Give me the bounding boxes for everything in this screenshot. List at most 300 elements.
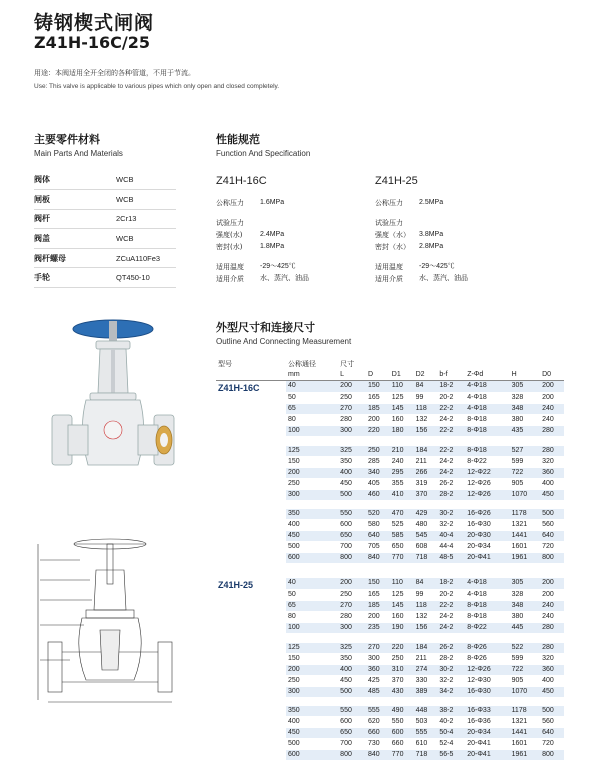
- table-cell: 348: [510, 601, 541, 612]
- table-cell: 200: [540, 578, 564, 590]
- table-cell: 445: [510, 623, 541, 634]
- model-cell-empty: [216, 717, 286, 728]
- table-cell: 38-2: [437, 706, 465, 717]
- table-cell: 400: [286, 717, 338, 728]
- table-cell: 80: [286, 415, 338, 426]
- table-cell: 240: [540, 601, 564, 612]
- table-row: [216, 542, 564, 553]
- table-cell: 156: [414, 426, 438, 437]
- table-cell: 448: [414, 706, 438, 717]
- dimensions-title-cn: 外型尺寸和连接尺寸: [216, 321, 315, 334]
- table-cell: 500: [540, 706, 564, 717]
- spec-label: 公称压力: [216, 199, 244, 207]
- table-cell: 20-Φ30: [465, 531, 509, 542]
- table-cell: 18-2: [437, 578, 465, 590]
- table-cell: 319: [414, 478, 438, 489]
- group-model: Z41H-16C: [218, 382, 260, 393]
- part-material: QT450-10: [116, 268, 176, 288]
- table-cell: 65: [286, 404, 338, 415]
- table-cell: 28-2: [437, 489, 465, 500]
- spec-label: 适用介质: [216, 275, 244, 283]
- table-cell: 40-2: [437, 717, 465, 728]
- part-material: WCB: [116, 190, 176, 210]
- table-cell: 650: [338, 531, 366, 542]
- table-cell: 380: [510, 612, 541, 623]
- col-mm: mm: [286, 369, 338, 380]
- dimension-table: [216, 358, 564, 761]
- table-cell: 450: [286, 531, 338, 542]
- spec-value: 水、蒸汽、油品: [260, 275, 309, 282]
- table-cell: 730: [366, 739, 390, 750]
- table-cell: 28-2: [437, 653, 465, 664]
- table-cell: 905: [510, 478, 541, 489]
- performance-heading: [216, 131, 310, 158]
- table-cell: 1441: [510, 728, 541, 739]
- table-row: [216, 426, 564, 437]
- table-cell: 330: [414, 675, 438, 686]
- model-cell-empty: [216, 393, 286, 404]
- table-cell: 660: [366, 728, 390, 739]
- table-cell: 8-Φ22: [465, 623, 509, 634]
- table-cell: 16-Φ36: [465, 717, 509, 728]
- part-name: 阀杆螺母: [34, 248, 116, 268]
- table-cell: 8-Φ18: [465, 426, 509, 437]
- table-cell: 200: [286, 467, 338, 478]
- model-cell-empty: [216, 531, 286, 542]
- table-cell: 210: [390, 446, 414, 457]
- table-cell: 1961: [510, 553, 541, 564]
- table-cell: 320: [540, 456, 564, 467]
- table-cell: 360: [540, 467, 564, 478]
- table-row: [216, 643, 564, 654]
- page-title: 铸钢楔式闸阀: [34, 12, 155, 34]
- table-cell: 100: [286, 426, 338, 437]
- model-cell-empty: [216, 456, 286, 467]
- parts-row: [34, 248, 176, 268]
- model-cell-empty: [216, 643, 286, 654]
- table-cell: 200: [366, 415, 390, 426]
- table-cell: 125: [390, 590, 414, 601]
- table-cell: 4-Φ18: [465, 404, 509, 415]
- table-cell: 550: [338, 706, 366, 717]
- table-cell: 32-2: [437, 520, 465, 531]
- table-cell: 150: [366, 578, 390, 590]
- table-cell: 180: [390, 426, 414, 437]
- table-cell: 50: [286, 590, 338, 601]
- table-cell: 800: [540, 750, 564, 761]
- model-cell-empty: [216, 509, 286, 520]
- model-cell-empty: [216, 601, 286, 612]
- table-row: [216, 728, 564, 739]
- table-header-row: [216, 358, 564, 369]
- table-cell: 555: [414, 728, 438, 739]
- table-cell: 150: [286, 653, 338, 664]
- table-cell: 400: [286, 520, 338, 531]
- spec-value: 水、蒸汽、油品: [419, 275, 468, 282]
- parts-row: [34, 209, 176, 229]
- spec-block-16c: [216, 175, 309, 285]
- table-cell: 220: [390, 643, 414, 654]
- table-cell: 20-2: [437, 393, 465, 404]
- table-cell: 600: [338, 717, 366, 728]
- spec-label: 适用温度: [216, 263, 244, 271]
- table-row: [216, 509, 564, 520]
- table-cell: 550: [338, 509, 366, 520]
- table-cell: 99: [414, 590, 438, 601]
- spec-label: 公称压力: [375, 199, 403, 207]
- table-cell: 350: [338, 456, 366, 467]
- parts-row: [34, 190, 176, 210]
- table-cell: 12-Φ26: [465, 664, 509, 675]
- table-cell: 20-Φ41: [465, 553, 509, 564]
- table-cell: 20-Φ41: [465, 739, 509, 750]
- table-cell: 722: [510, 467, 541, 478]
- table-cell: 527: [510, 446, 541, 457]
- table-cell: 240: [540, 612, 564, 623]
- model-cell-empty: [216, 653, 286, 664]
- table-cell: 450: [540, 489, 564, 500]
- table-cell: 355: [390, 478, 414, 489]
- table-cell: 4-Φ18: [465, 393, 509, 404]
- spec-value: 1.8MPa: [260, 243, 285, 250]
- model-cell-empty: [216, 686, 286, 697]
- table-row: [216, 653, 564, 664]
- table-cell: 1321: [510, 717, 541, 728]
- table-cell: 16-Φ30: [465, 686, 509, 697]
- table-cell: 44-4: [437, 542, 465, 553]
- spec-value: 3.8MPa: [419, 231, 444, 238]
- model-cell-empty: [216, 446, 286, 457]
- table-cell: 185: [366, 404, 390, 415]
- table-cell: 305: [510, 380, 541, 393]
- table-row: [216, 750, 564, 761]
- table-row: [216, 553, 564, 564]
- table-cell: 500: [338, 686, 366, 697]
- table-cell: 185: [366, 601, 390, 612]
- table-row: [216, 601, 564, 612]
- dimensions-heading: [216, 319, 351, 346]
- table-cell: 165: [366, 590, 390, 601]
- table-cell: 600: [286, 750, 338, 761]
- table-cell: 350: [338, 653, 366, 664]
- table-cell: 8-Φ18: [465, 415, 509, 426]
- table-cell: 435: [510, 426, 541, 437]
- table-cell: 211: [414, 653, 438, 664]
- table-cell: 460: [366, 489, 390, 500]
- model-cell-empty: [216, 426, 286, 437]
- spec-medium: [216, 273, 309, 285]
- table-cell: 400: [338, 467, 366, 478]
- table-cell: 8-Φ18: [465, 601, 509, 612]
- table-cell: 26-2: [437, 478, 465, 489]
- table-cell: 700: [338, 739, 366, 750]
- table-cell: 470: [390, 509, 414, 520]
- table-cell: 270: [338, 601, 366, 612]
- table-cell: 600: [338, 520, 366, 531]
- table-cell: 600: [390, 728, 414, 739]
- parts-title-en: Main Parts And Materials: [34, 149, 123, 158]
- table-cell: 22-2: [437, 404, 465, 415]
- table-cell: 300: [338, 623, 366, 634]
- table-cell: 200: [338, 578, 366, 590]
- model-cell-empty: [216, 590, 286, 601]
- table-cell: 300: [286, 489, 338, 500]
- model-cell-empty: [216, 706, 286, 717]
- table-cell: 118: [414, 404, 438, 415]
- col-D: D: [366, 369, 390, 380]
- table-cell: 145: [390, 601, 414, 612]
- table-cell: 599: [510, 653, 541, 664]
- col-zd: Z-Φd: [465, 369, 509, 380]
- spec-label: 适用温度: [375, 263, 403, 271]
- table-cell: 110: [390, 578, 414, 590]
- table-cell: 718: [414, 750, 438, 761]
- table-cell: 300: [366, 653, 390, 664]
- table-cell: 1070: [510, 489, 541, 500]
- table-cell: 545: [414, 531, 438, 542]
- table-cell: 800: [338, 750, 366, 761]
- table-cell: 310: [390, 664, 414, 675]
- table-cell: 200: [286, 664, 338, 675]
- parts-row: [34, 170, 176, 190]
- table-cell: 190: [390, 623, 414, 634]
- table-cell: 30-2: [437, 509, 465, 520]
- table-cell: 184: [414, 446, 438, 457]
- table-cell: 125: [286, 446, 338, 457]
- model-cell-empty: [216, 675, 286, 686]
- spec-value: -29～425℃: [419, 263, 455, 270]
- table-cell: 125: [286, 643, 338, 654]
- spec-test-label: 试验压力: [375, 219, 403, 227]
- table-row: [216, 404, 564, 415]
- table-cell: 280: [338, 415, 366, 426]
- table-row: [216, 489, 564, 500]
- table-cell: 270: [366, 643, 390, 654]
- table-cell: 500: [286, 542, 338, 553]
- table-cell: 132: [414, 612, 438, 623]
- model-cell-empty: [216, 415, 286, 426]
- table-cell: 20-Φ34: [465, 728, 509, 739]
- table-cell: 608: [414, 542, 438, 553]
- spec-label: 密封（水）: [375, 243, 410, 251]
- table-cell: 560: [540, 717, 564, 728]
- table-cell: 328: [510, 393, 541, 404]
- table-cell: 450: [286, 728, 338, 739]
- table-cell: 56-5: [437, 750, 465, 761]
- table-cell: 12-Φ30: [465, 675, 509, 686]
- usage-en: Use: This valve is applicable to various pipes which only open and closed completely.: [34, 83, 280, 90]
- table-cell: 400: [540, 478, 564, 489]
- table-cell: 266: [414, 467, 438, 478]
- table-cell: 40-4: [437, 531, 465, 542]
- table-cell: 8-Φ26: [465, 643, 509, 654]
- spec-temp: [216, 261, 309, 273]
- table-cell: 550: [390, 717, 414, 728]
- table-cell: 12-Φ26: [465, 478, 509, 489]
- table-cell: 425: [366, 675, 390, 686]
- model-cell-empty: [216, 520, 286, 531]
- spec-seal: [375, 241, 468, 253]
- table-cell: 450: [338, 478, 366, 489]
- table-row: [216, 612, 564, 623]
- table-cell: 145: [390, 404, 414, 415]
- table-cell: 660: [390, 739, 414, 750]
- table-cell: 300: [286, 686, 338, 697]
- table-cell: 450: [338, 675, 366, 686]
- table-cell: 370: [390, 675, 414, 686]
- table-cell: 905: [510, 675, 541, 686]
- table-cell: 8-Φ26: [465, 653, 509, 664]
- parts-row: [34, 268, 176, 288]
- spec-model: Z41H-16C: [216, 175, 267, 187]
- table-cell: 16-Φ26: [465, 509, 509, 520]
- table-row: [216, 675, 564, 686]
- table-cell: 270: [338, 404, 366, 415]
- table-row: [216, 415, 564, 426]
- table-cell: 24-2: [437, 612, 465, 623]
- table-cell: 32-2: [437, 675, 465, 686]
- table-cell: 800: [338, 553, 366, 564]
- table-cell: 211: [414, 456, 438, 467]
- model-cell-empty: [216, 489, 286, 500]
- model-cell-empty: [216, 467, 286, 478]
- table-row: [216, 590, 564, 601]
- table-row: [216, 456, 564, 467]
- table-row: [216, 520, 564, 531]
- table-cell: 610: [414, 739, 438, 750]
- spec-value: -29～425℃: [260, 263, 296, 270]
- table-cell: 480: [414, 520, 438, 531]
- table-cell: 360: [540, 664, 564, 675]
- spec-value: 2.8MPa: [419, 243, 444, 250]
- spec-model: Z41H-25: [375, 175, 418, 187]
- part-material: 2Cr13: [116, 209, 176, 229]
- table-cell: 280: [540, 643, 564, 654]
- table-cell: 200: [366, 612, 390, 623]
- table-cell: 700: [338, 542, 366, 553]
- table-cell: 132: [414, 415, 438, 426]
- dimensions-title-en: Outline And Connecting Measurement: [216, 337, 352, 346]
- part-name: 闸板: [34, 190, 116, 210]
- col-dn: 公称通径: [288, 360, 316, 368]
- spec-value: 2.5MPa: [419, 199, 444, 206]
- table-cell: 280: [338, 612, 366, 623]
- spec-label: 强度（水）: [375, 231, 410, 239]
- table-cell: 320: [540, 653, 564, 664]
- table-cell: 165: [366, 393, 390, 404]
- table-cell: 150: [286, 456, 338, 467]
- table-cell: 118: [414, 601, 438, 612]
- table-cell: 20-2: [437, 590, 465, 601]
- table-cell: 26-2: [437, 643, 465, 654]
- parts-table: [34, 170, 176, 288]
- table-row: [216, 739, 564, 750]
- table-cell: 65: [286, 601, 338, 612]
- part-material: WCB: [116, 229, 176, 249]
- table-cell: 560: [540, 520, 564, 531]
- table-cell: 429: [414, 509, 438, 520]
- parts-title-cn: 主要零件材料: [34, 133, 100, 146]
- spec-nominal: [216, 197, 309, 209]
- parts-row: [34, 229, 176, 249]
- table-cell: 840: [366, 553, 390, 564]
- table-cell: 250: [338, 393, 366, 404]
- table-cell: 48-5: [437, 553, 465, 564]
- table-cell: 250: [286, 478, 338, 489]
- col-size: 尺寸: [340, 360, 355, 368]
- table-row: [216, 446, 564, 457]
- table-cell: 110: [390, 380, 414, 393]
- table-cell: 410: [390, 489, 414, 500]
- table-cell: 500: [338, 489, 366, 500]
- table-cell: 640: [540, 531, 564, 542]
- table-cell: 240: [540, 415, 564, 426]
- table-cell: 525: [390, 520, 414, 531]
- table-cell: 160: [390, 612, 414, 623]
- table-cell: 770: [390, 750, 414, 761]
- table-cell: 22-2: [437, 601, 465, 612]
- part-material: ZCuA110Fe3: [116, 248, 176, 268]
- table-cell: 150: [366, 380, 390, 393]
- table-cell: 250: [366, 446, 390, 457]
- table-cell: 722: [510, 664, 541, 675]
- usage-cn: 用途：本阀适用全开全闭的各种管道，不用于节流。: [34, 69, 195, 77]
- table-cell: 503: [414, 717, 438, 728]
- table-cell: 350: [286, 509, 338, 520]
- table-cell: 720: [540, 739, 564, 750]
- table-cell: 1441: [510, 531, 541, 542]
- table-cell: 8-Φ22: [465, 456, 509, 467]
- table-cell: 770: [390, 553, 414, 564]
- table-row: [216, 578, 564, 590]
- table-row: [216, 467, 564, 478]
- table-cell: 295: [390, 467, 414, 478]
- table-cell: 400: [338, 664, 366, 675]
- table-cell: 22-2: [437, 446, 465, 457]
- table-cell: 200: [540, 590, 564, 601]
- spec-strength: [216, 229, 309, 241]
- table-cell: 240: [390, 456, 414, 467]
- table-cell: 640: [366, 531, 390, 542]
- table-cell: 80: [286, 612, 338, 623]
- table-cell: 99: [414, 393, 438, 404]
- table-cell: 250: [390, 653, 414, 664]
- spec-temp: [375, 261, 468, 273]
- table-cell: 84: [414, 578, 438, 590]
- table-cell: 4-Φ18: [465, 578, 509, 590]
- spec-nominal: [375, 197, 468, 209]
- table-cell: 348: [510, 404, 541, 415]
- table-cell: 640: [540, 728, 564, 739]
- table-cell: 285: [366, 456, 390, 467]
- table-cell: 840: [366, 750, 390, 761]
- table-row: [216, 380, 564, 393]
- table-cell: 274: [414, 664, 438, 675]
- table-cell: 8-Φ18: [465, 612, 509, 623]
- table-cell: 650: [390, 542, 414, 553]
- table-cell: 1601: [510, 739, 541, 750]
- spec-seal: [216, 241, 309, 253]
- table-cell: 490: [390, 706, 414, 717]
- table-cell: 500: [540, 509, 564, 520]
- table-cell: 250: [338, 590, 366, 601]
- table-cell: 720: [540, 542, 564, 553]
- table-cell: 100: [286, 623, 338, 634]
- table-cell: 24-2: [437, 415, 465, 426]
- part-name: 阀杆: [34, 209, 116, 229]
- spec-block-25: [375, 175, 468, 285]
- table-cell: 240: [540, 404, 564, 415]
